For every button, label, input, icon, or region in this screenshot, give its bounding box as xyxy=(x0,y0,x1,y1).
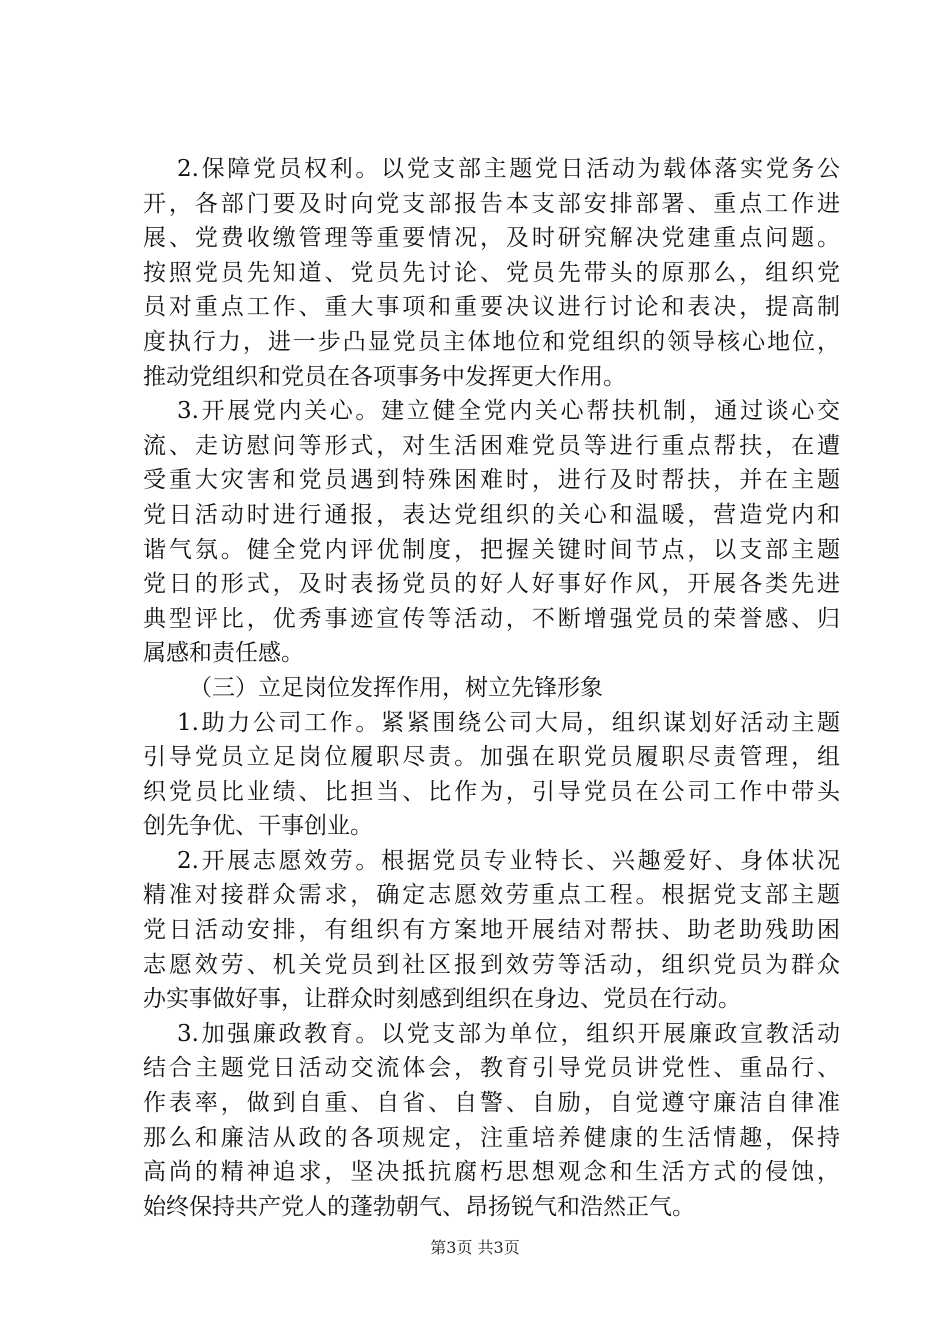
text-line: 那么和廉洁从政的各项规定，注重培养健康的生活情趣，保持 xyxy=(143,1124,840,1151)
text-line: 精准对接群众需求，确定志愿效劳重点工程。根据党支部主题 xyxy=(143,882,840,909)
paragraph-support-company xyxy=(143,706,840,844)
text-line: 创先争优、干事创业。 xyxy=(143,813,373,840)
text-line: 推动党组织和党员在各项事务中发挥更大作用。 xyxy=(143,363,626,390)
text-line: 2.保障党员权利。以党支部主题党日活动为载体落实党务公 xyxy=(177,156,840,182)
text-line: 1.助力公司工作。紧紧围绕公司大局，组织谋划好活动主题 xyxy=(177,709,840,736)
text-line: 谐气氛。健全党内评优制度，把握关键时间节点，以支部主题 xyxy=(143,536,840,563)
text-line: 织党员比业绩、比担当、比作为，引导党员在公司工作中带头 xyxy=(143,778,840,805)
page-number-footer: 第3页 共3页 xyxy=(430,1238,520,1257)
document-body xyxy=(143,152,840,1224)
text-line: 结合主题党日活动交流体会，教育引导党员讲党性、重品行、 xyxy=(143,1055,840,1082)
text-line: 按照党员先知道、党员先讨论、党员先带头的原那么，组织党 xyxy=(143,259,840,286)
text-line: 3.开展党内关心。建立健全党内关心帮扶机制，通过谈心交 xyxy=(177,398,840,425)
text-line: 始终保持共产党人的蓬勃朝气、昂扬锐气和浩然正气。 xyxy=(143,1193,695,1220)
paragraph-integrity-education xyxy=(143,1017,840,1225)
text-line: 3.加强廉政教育。以党支部为单位，组织开展廉政宣教活动 xyxy=(177,1020,840,1047)
section-heading: （三）立足岗位发挥作用，树立先锋形象 xyxy=(189,674,603,701)
text-line: 受重大灾害和党员遇到特殊困难时，进行及时帮扶，并在主题 xyxy=(143,467,840,494)
paragraph-party-care xyxy=(143,394,840,671)
text-line: 党日的形式，及时表扬党员的好人好事好作风，开展各类先进 xyxy=(143,571,840,598)
text-line: 开，各部门要及时向党支部报告本支部安排部署、重点工作进 xyxy=(143,190,840,217)
text-line: 党日活动时进行通报，表达党组织的关心和温暖，营造党内和 xyxy=(143,501,840,528)
text-line: 典型评比，优秀事迹宣传等活动，不断增强党员的荣誉感、归 xyxy=(143,605,840,632)
paragraph-volunteer-service xyxy=(143,844,840,1017)
text-line: 属感和责任感。 xyxy=(143,640,304,667)
text-line: 度执行力，进一步凸显党员主体地位和党组织的领导核心地位， xyxy=(143,328,840,355)
text-line: 办实事做好事，让群众时刻感到组织在身边、党员在行动。 xyxy=(143,986,741,1013)
text-line: 展、党费收缴管理等重要情况，及时研究解决党建重点问题。 xyxy=(143,225,840,252)
paragraph-protect-member-rights xyxy=(143,152,840,394)
text-line: 流、走访慰问等形式，对生活困难党员等进行重点帮扶，在遭 xyxy=(143,432,840,459)
section-heading-3 xyxy=(143,671,840,706)
text-line: 作表率，做到自重、自省、自警、自励，自觉遵守廉洁自律准 xyxy=(143,1090,840,1117)
text-line: 引导党员立足岗位履职尽责。加强在职党员履职尽责管理，组 xyxy=(143,744,840,771)
text-line: 高尚的精神追求，坚决抵抗腐朽思想观念和生活方式的侵蚀， xyxy=(143,1159,840,1186)
text-line: 员对重点工作、重大事项和重要决议进行讨论和表决，提高制 xyxy=(143,294,840,321)
text-line: 2.开展志愿效劳。根据党员专业特长、兴趣爱好、身体状况 xyxy=(177,847,840,874)
text-line: 党日活动安排，有组织有方案地开展结对帮扶、助老助残助困 xyxy=(143,917,840,944)
text-line: 志愿效劳、机关党员到社区报到效劳等活动，组织党员为群众 xyxy=(143,951,840,978)
